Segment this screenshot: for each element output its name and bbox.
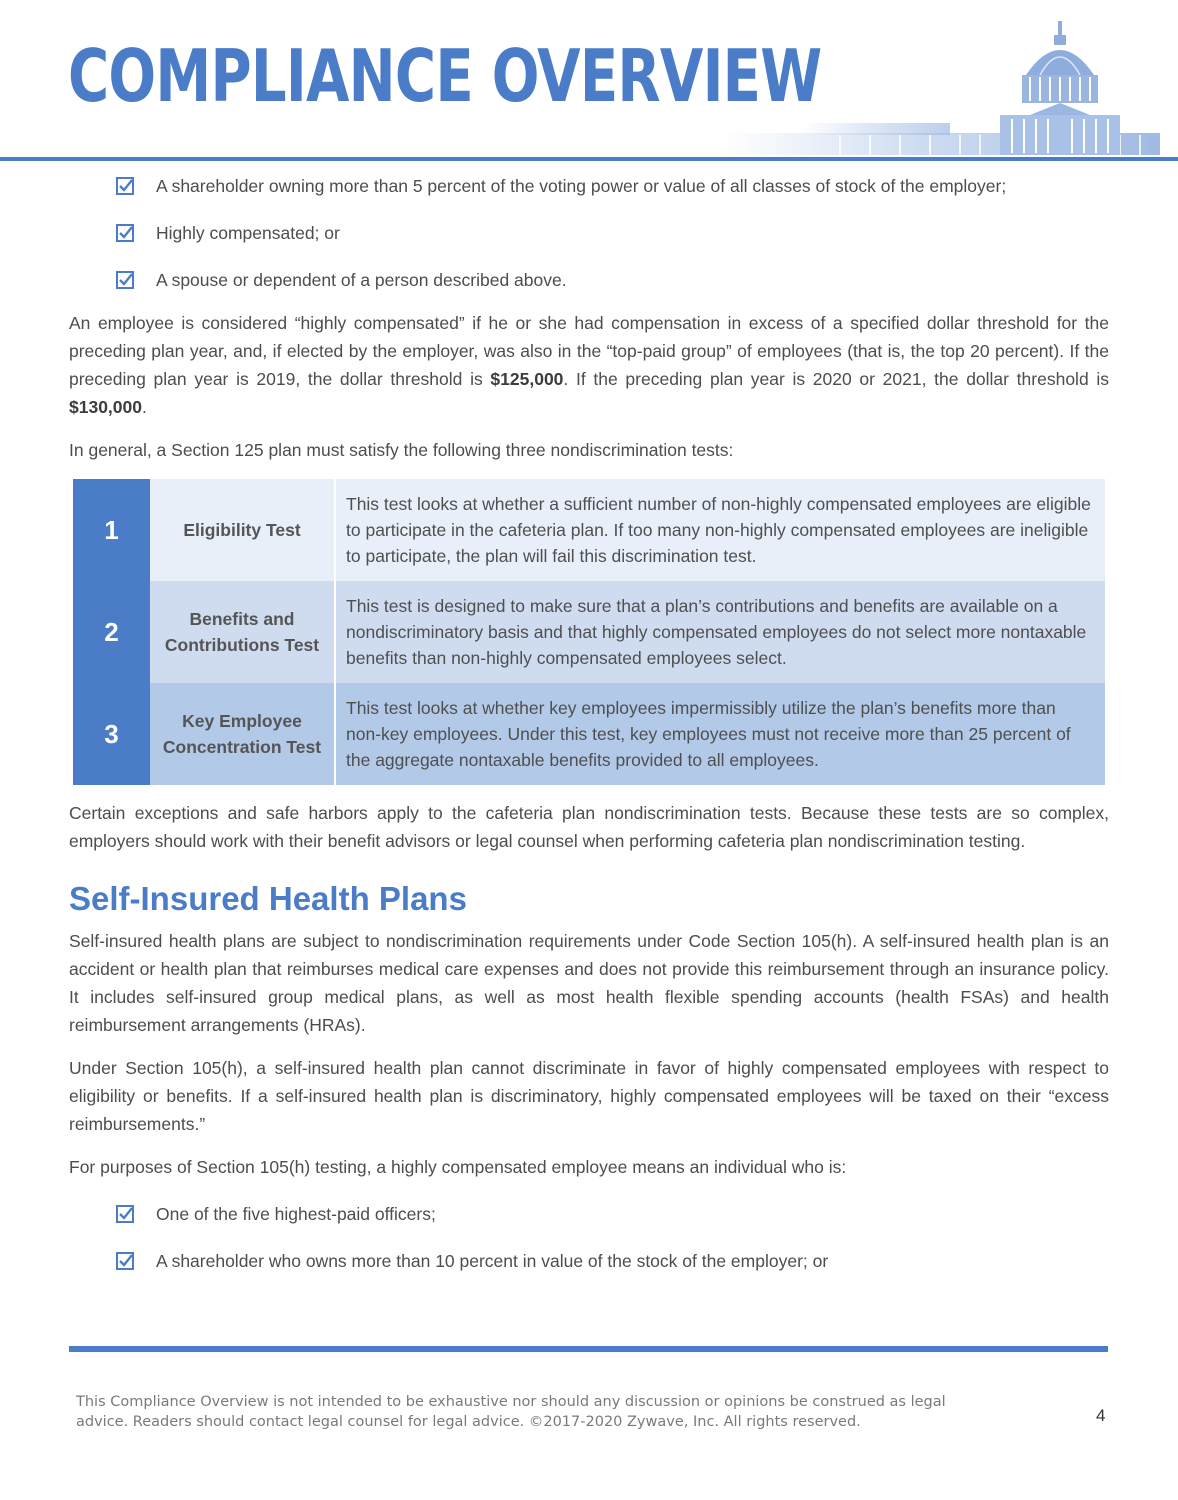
test-name: Eligibility Test (150, 479, 335, 581)
test-description: This test looks at whether a sufficient number of non-highly compensated employees are eligible to participate in the cafeteria plan. If too many non-highly compensated employees are ineligible to participate, the plan will fail this discrimination test. (335, 479, 1105, 581)
capitol-building-icon (700, 15, 1178, 160)
table-row (73, 581, 1105, 683)
test-description: This test looks at whether key employees impermissibly utilize the plan’s benefits more than non-key employees. Under this test, key employees must not receive more than 25 percent of the aggregate nontaxable benefits provided to all employees. (335, 683, 1105, 785)
footer-disclaimer: This Compliance Overview is not intended to be exhaustive nor should any discussion or opinions be construed as legal advice. Readers should contact legal counsel for legal advice. ©2017-2020 Zywave, Inc. All rights reserved. (76, 1394, 946, 1430)
test-name: Benefits and Contributions Test (150, 581, 335, 683)
test-number: 3 (73, 683, 150, 785)
footer-rule (69, 1346, 1108, 1352)
paragraph-text: . If the preceding plan year is 2020 or 2021, the dollar threshold is (563, 369, 1110, 389)
list-item (69, 1200, 1109, 1228)
paragraph-self-insured-1: Self-insured health plans are subject to nondiscrimination requirements under Code Section 105(h). A self-insured health plan is an accident or health plan that reimburses medical care expenses and does not provide this reimbursement through an insurance policy. It includes self-insured group medical plans, as well as most health flexible spending accounts (health FSAs) and health reimbursement arrangements (HRAs). (69, 931, 1109, 1035)
checkbox-checked-icon (116, 177, 134, 195)
checkbox-checked-icon (116, 1205, 134, 1223)
checkbox-checked-icon (116, 1252, 134, 1270)
header-rule (0, 157, 1178, 161)
list-item-text: Highly compensated; or (156, 223, 340, 243)
list-item-text: A shareholder who owns more than 10 percent in value of the stock of the employer; or (156, 1251, 829, 1271)
paragraph-self-insured-3: For purposes of Section 105(h) testing, a highly compensated employee means an individual who is: (69, 1157, 847, 1177)
checkbox-checked-icon (116, 224, 134, 242)
page-title: COMPLIANCE OVERVIEW (68, 34, 822, 118)
list-item-text: A shareholder owning more than 5 percent of the voting power or value of all classes of stock of the employer; (156, 176, 1007, 196)
paragraph-exceptions: Certain exceptions and safe harbors apply to the cafeteria plan nondiscrimination tests. Because these tests are so complex, employers should work with their benefit advisors or legal counsel when performing cafeteria plan nondiscrimination testing. (69, 803, 1109, 851)
list-item (69, 266, 1109, 294)
list-item (69, 172, 1109, 200)
list-item (69, 1247, 1109, 1275)
paragraph-highly-compensated (69, 309, 1109, 421)
test-description: This test is designed to make sure that a plan’s contributions and benefits are available on a nondiscriminatory basis and that highly compensated employees do not select more nontaxable benefits than non-highly compensated employees select. (335, 581, 1105, 683)
threshold-amount: $125,000 (490, 369, 564, 389)
test-number: 2 (73, 581, 150, 683)
bullet-list-bottom (69, 1200, 1109, 1275)
list-item (69, 219, 1109, 247)
table-row (73, 683, 1105, 785)
list-item-text: One of the five highest-paid officers; (156, 1204, 436, 1224)
paragraph-intro-tests: In general, a Section 125 plan must satisfy the following three nondiscrimination tests: (69, 440, 734, 460)
paragraph-self-insured-2: Under Section 105(h), a self-insured health plan cannot discriminate in favor of highly compensated employees with respect to eligibility or benefits. If a self-insured health plan is discriminatory, highly compensated employees will be taxed on their “excess reimbursements.” (69, 1058, 1109, 1134)
paragraph-text: An employee is considered “highly compensated” if he or she had compensation in excess of a specified dollar threshold for the preceding plan year, and, if elected by the employer, was also in the “top-paid group” of employees (that is, the top 20 percent). If the preceding plan year is 2019, the dollar threshold is (69, 313, 1109, 389)
bullet-list-top (69, 172, 1109, 294)
list-item-text: A spouse or dependent of a person described above. (156, 270, 567, 290)
test-number: 1 (73, 479, 150, 581)
test-name: Key Employee Concentration Test (150, 683, 335, 785)
paragraph-text: . (142, 397, 147, 417)
checkbox-checked-icon (116, 271, 134, 289)
threshold-amount: $130,000 (69, 397, 142, 417)
section-heading: Self-Insured Health Plans (69, 880, 467, 917)
nondiscrimination-tests-table (73, 479, 1105, 785)
table-row (73, 479, 1105, 581)
page-content (69, 172, 1109, 1294)
page-number: 4 (1096, 1406, 1106, 1425)
